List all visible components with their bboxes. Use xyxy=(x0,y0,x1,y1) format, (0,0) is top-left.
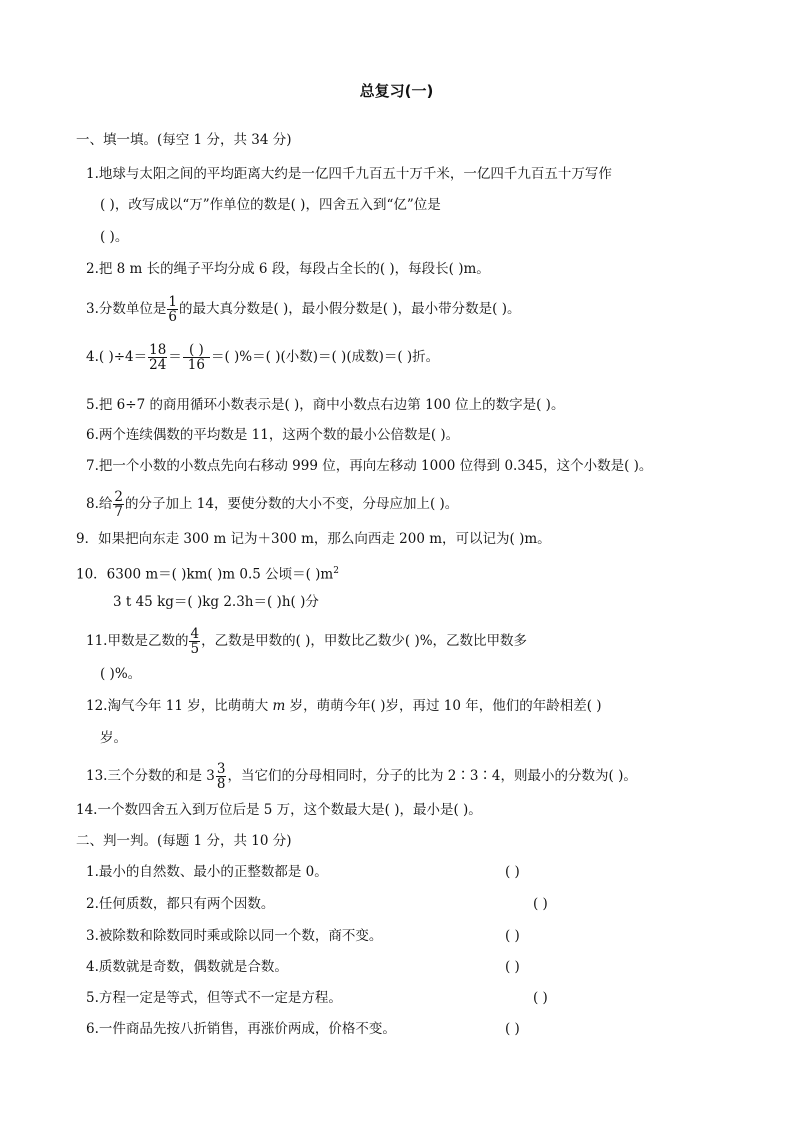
q3-prefix: 3.分数单位是 xyxy=(86,301,167,317)
q3-frac-num: 1 xyxy=(168,294,177,310)
judge-answer-4[interactable]: ( ) xyxy=(505,959,520,975)
q14: 14.一个数四舍五入到万位后是 5 万，这个数最大是( )，最小是( )。 xyxy=(76,802,482,818)
q1-line1: 1.地球与太阳之间的平均距离大约是一亿四千九百五十万千米，一亿四千九百五十万写作 xyxy=(86,166,612,182)
judge-answer-5[interactable]: ( ) xyxy=(533,990,548,1006)
q4-suffix: ＝( )%＝( )(小数)＝( )(成数)＝( )折。 xyxy=(210,349,440,365)
q7: 7.把一个小数的小数点先向右移动 999 位，再向左移动 1000 位得到 0.345，这个小数是( )。 xyxy=(86,458,653,474)
q8 xyxy=(86,490,458,519)
q11-prefix: 11.甲数是乙数的 xyxy=(86,633,189,649)
judge-item-4: 4.质数就是奇数，偶数就是合数。 xyxy=(86,959,288,975)
q11-line2: ( )%。 xyxy=(100,666,142,682)
q2: 2.把 8 m 长的绳子平均分成 6 段，每段占全长的( )，每段长( )m。 xyxy=(86,261,490,277)
q3-suffix: 的最大真分数是( )，最小假分数是( )，最小带分数是( )。 xyxy=(178,301,521,317)
judge-item-3: 3.被除数和除数同时乘或除以同一个数，商不变。 xyxy=(86,928,383,944)
section2-heading: 二、判一判。(每题 1 分，共 10 分) xyxy=(76,833,292,849)
q4-fraction-1 xyxy=(148,343,167,372)
q8-suffix: 的分子加上 14，要使分数的大小不变，分母应加上( )。 xyxy=(124,496,459,512)
judge-item-5: 5.方程一定是等式，但等式不一定是方程。 xyxy=(86,990,342,1006)
judge-answer-1[interactable]: ( ) xyxy=(505,864,520,880)
q5: 5.把 6÷7 的商用循环小数表示是( )，商中小数点右边第 100 位上的数字是( )。 xyxy=(86,397,565,413)
q13-frac-num: 3 xyxy=(216,761,226,777)
q11-suffix: ，乙数是甲数的( )，甲数比乙数少( )%，乙数比甲数多 xyxy=(201,633,528,649)
q8-frac-den: 7 xyxy=(114,504,123,520)
judge-answer-2[interactable]: ( ) xyxy=(533,896,548,912)
q12-line2: 岁。 xyxy=(100,730,127,746)
q4-prefix: 4.( )÷4＝ xyxy=(86,349,148,365)
q13-frac-den: 8 xyxy=(216,776,226,792)
q1-line3: ( )。 xyxy=(100,229,129,245)
q11-fraction xyxy=(189,627,200,656)
q13-prefix: 13.三个分数的和是 3 xyxy=(86,768,215,784)
judge-item-6: 6.一件商品先按八折销售，再涨价两成，价格不变。 xyxy=(86,1021,396,1037)
page-title: 总复习(一) xyxy=(359,82,434,100)
q10-line1-sup: 2 xyxy=(333,566,339,576)
q11-line1 xyxy=(86,627,527,656)
q9: 9．如果把向东走 300 m 记为＋300 m，那么向西走 200 m，可以记为( )m。 xyxy=(76,531,551,547)
q13-suffix: ，当它们的分母相同时，分子的比为 2∶3∶4，则最小的分数为( )。 xyxy=(227,768,637,784)
q11-frac-den: 5 xyxy=(190,641,200,657)
q10-line1 xyxy=(76,561,339,585)
judge-answer-6[interactable]: ( ) xyxy=(505,1021,520,1037)
q3 xyxy=(86,295,520,324)
section1-heading: 一、填一填。(每空 1 分，共 34 分) xyxy=(76,132,292,148)
q4-frac1-den: 24 xyxy=(149,357,167,373)
q3-fraction xyxy=(167,295,178,324)
q8-prefix: 8.给 xyxy=(86,496,113,512)
q4 xyxy=(86,343,439,372)
judge-answer-3[interactable]: ( ) xyxy=(505,928,520,944)
judge-item-2: 2.任何质数，都只有两个因数。 xyxy=(86,896,275,912)
judge-item-1: 1.最小的自然数、最小的正整数都是 0。 xyxy=(86,864,328,880)
q10-line2: 3 t 45 kg＝( )kg 2.3h＝( )h( )分 xyxy=(113,594,319,610)
q4-eq: ＝ xyxy=(168,349,182,365)
q8-fraction xyxy=(113,490,124,519)
q10-line1-text: 10．6300 m＝( )km( )m 0.5 公顷＝( )m xyxy=(76,566,334,583)
q6: 6.两个连续偶数的平均数是 11，这两个数的最小公倍数是( )。 xyxy=(86,427,460,443)
q11-frac-num: 4 xyxy=(190,626,200,642)
q4-fraction-2 xyxy=(183,343,210,372)
q4-frac2-den: 16 xyxy=(187,357,205,373)
q4-frac2-num: ( ) xyxy=(183,343,210,358)
q4-frac1-num: 18 xyxy=(149,342,167,358)
q12-line1: 12.淘气今年 11 岁，比萌萌大 m 岁，萌萌今年( )岁，再过 10 年，他们的年龄相差( ) xyxy=(86,698,602,714)
q13-fraction xyxy=(216,762,227,791)
q8-frac-num: 2 xyxy=(114,489,123,505)
q1-line2: ( )，改写成以“万”作单位的数是( )，四舍五入到“亿”位是 xyxy=(100,197,441,213)
q13 xyxy=(86,762,637,791)
q3-frac-den: 6 xyxy=(168,309,177,325)
